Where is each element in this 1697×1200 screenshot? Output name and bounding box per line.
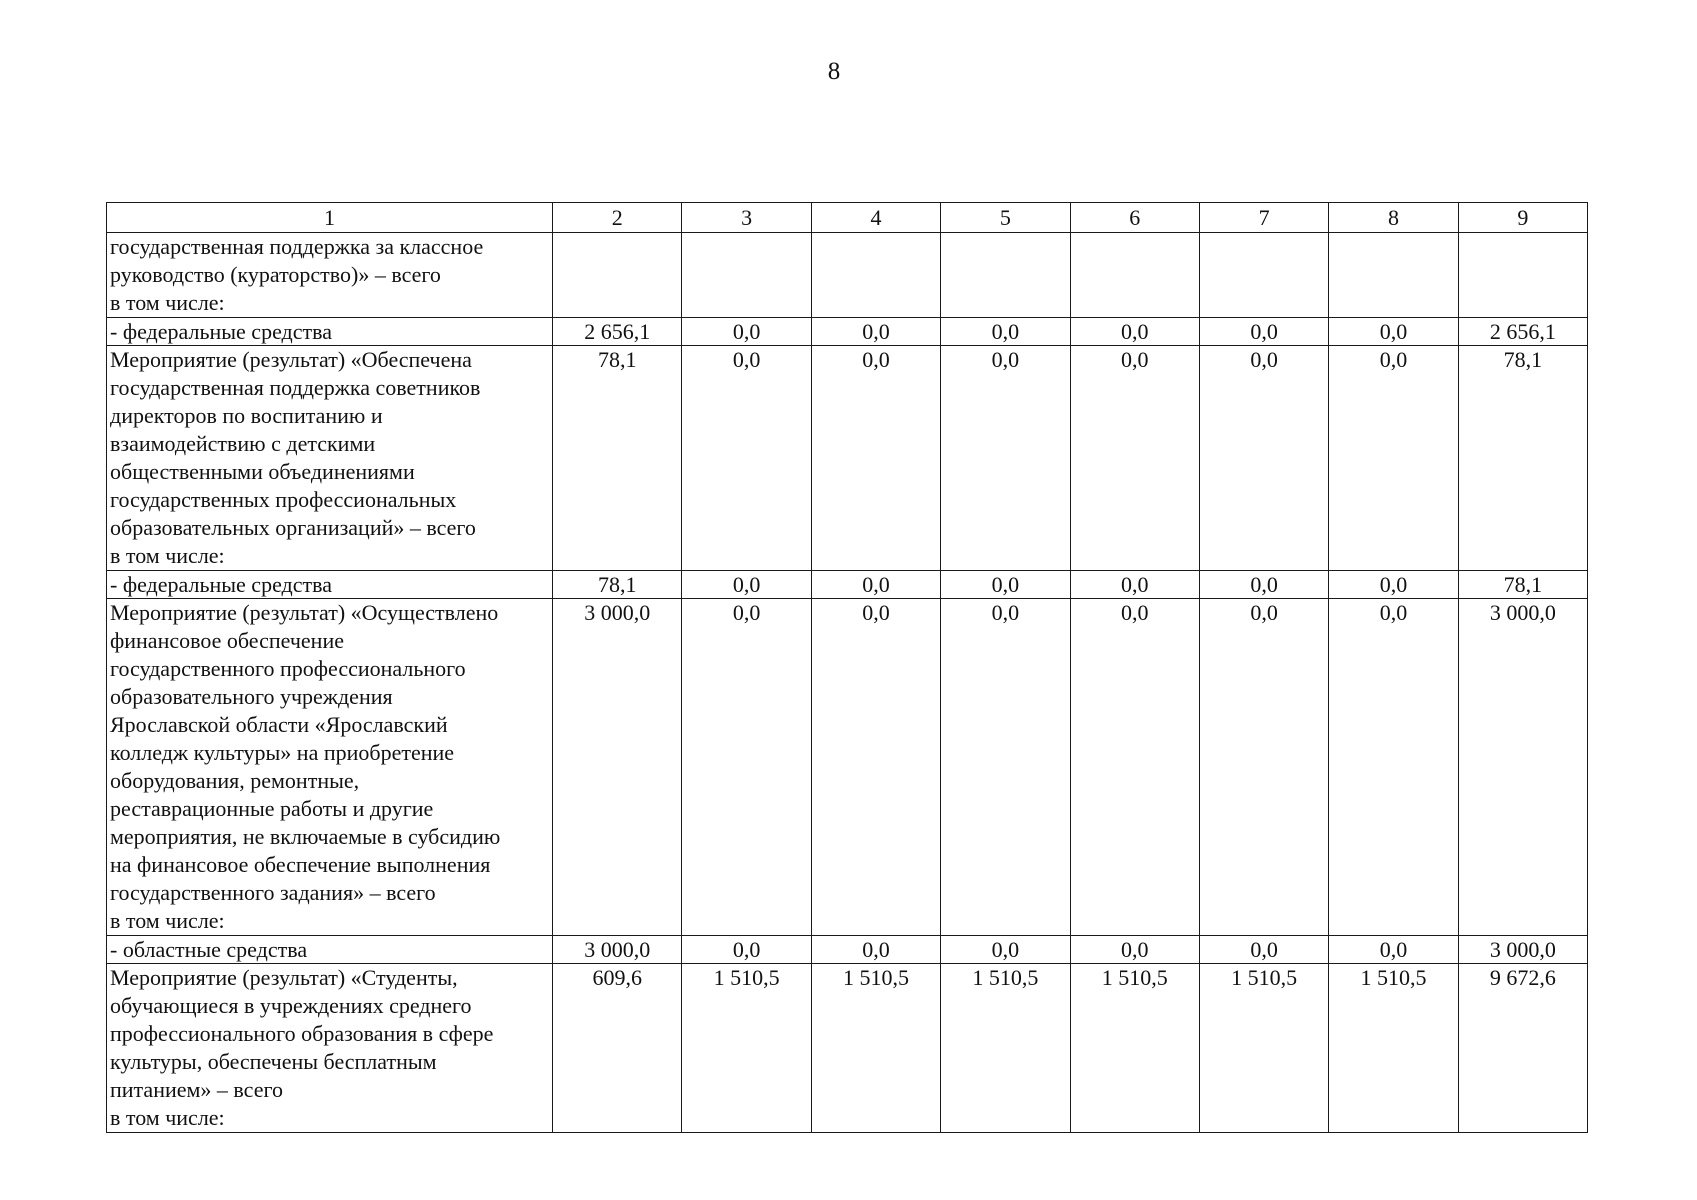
value-cell: 0,0 — [682, 571, 811, 599]
table-row — [107, 233, 1588, 318]
value-cell: 78,1 — [553, 346, 682, 571]
header-col-1: 1 — [107, 203, 553, 233]
value-cell: 2 656,1 — [1458, 318, 1587, 346]
value-cell: 0,0 — [941, 346, 1070, 571]
table-header — [107, 203, 1588, 233]
header-col-5: 5 — [941, 203, 1070, 233]
value-cell: 0,0 — [1329, 936, 1458, 964]
table-row — [107, 964, 1588, 1133]
value-cell: 3 000,0 — [1458, 599, 1587, 936]
table-row — [107, 346, 1588, 571]
value-cell — [682, 233, 811, 318]
value-cell: 0,0 — [1329, 318, 1458, 346]
value-cell: 0,0 — [941, 599, 1070, 936]
value-cell: 0,0 — [811, 936, 940, 964]
header-col-7: 7 — [1199, 203, 1328, 233]
value-cell — [1458, 233, 1587, 318]
value-cell: 0,0 — [1329, 571, 1458, 599]
value-cell: 0,0 — [1329, 599, 1458, 936]
value-cell: 1 510,5 — [811, 964, 940, 1133]
value-cell: 1 510,5 — [941, 964, 1070, 1133]
value-cell: 0,0 — [1070, 346, 1199, 571]
value-cell: 1 510,5 — [1329, 964, 1458, 1133]
table-row — [107, 936, 1588, 964]
value-cell: 3 000,0 — [553, 599, 682, 936]
value-cell: 609,6 — [553, 964, 682, 1133]
value-cell: 78,1 — [1458, 346, 1587, 571]
header-row — [107, 203, 1588, 233]
value-cell: 9 672,6 — [1458, 964, 1587, 1133]
value-cell: 0,0 — [1070, 571, 1199, 599]
page-number: 8 — [827, 58, 841, 85]
value-cell: 0,0 — [1199, 936, 1328, 964]
value-cell — [811, 233, 940, 318]
value-cell: 0,0 — [682, 936, 811, 964]
table-row — [107, 571, 1588, 599]
header-col-9: 9 — [1458, 203, 1587, 233]
value-cell: 0,0 — [682, 318, 811, 346]
table-row — [107, 318, 1588, 346]
value-cell: 3 000,0 — [553, 936, 682, 964]
header-col-4: 4 — [811, 203, 940, 233]
header-col-3: 3 — [682, 203, 811, 233]
budget-table — [106, 202, 1588, 1133]
value-cell: 0,0 — [811, 346, 940, 571]
value-cell: 1 510,5 — [682, 964, 811, 1133]
value-cell — [1070, 233, 1199, 318]
row-label: Мероприятие (результат) «Осуществлено финансовое обеспечение государственного профессионального образовательного учреждения Ярославской области «Ярославский колледж культуры» на приобретение оборудования, ремонтные, реставрационные работы и другие мероприятия, не включаемые в субсидию на финансовое обеспечение выполнения государственного задания» – всего в том числе: — [107, 599, 553, 936]
value-cell: 2 656,1 — [553, 318, 682, 346]
row-label: - федеральные средства — [107, 571, 553, 599]
value-cell: 0,0 — [941, 571, 1070, 599]
value-cell: 0,0 — [1199, 346, 1328, 571]
value-cell: 3 000,0 — [1458, 936, 1587, 964]
value-cell: 0,0 — [1199, 318, 1328, 346]
value-cell: 0,0 — [1070, 936, 1199, 964]
table-body — [107, 233, 1588, 1133]
header-col-8: 8 — [1329, 203, 1458, 233]
value-cell: 1 510,5 — [1199, 964, 1328, 1133]
value-cell: 0,0 — [811, 318, 940, 346]
value-cell: 0,0 — [941, 318, 1070, 346]
value-cell: 0,0 — [941, 936, 1070, 964]
header-col-2: 2 — [553, 203, 682, 233]
value-cell — [1329, 233, 1458, 318]
value-cell: 0,0 — [1070, 318, 1199, 346]
row-label: - областные средства — [107, 936, 553, 964]
row-label: - федеральные средства — [107, 318, 553, 346]
value-cell: 0,0 — [1329, 346, 1458, 571]
value-cell: 0,0 — [1199, 599, 1328, 936]
row-label: Мероприятие (результат) «Студенты, обучающиеся в учреждениях среднего профессионального образования в сфере культуры, обеспечены бесплатным питанием» – всего в том числе: — [107, 964, 553, 1133]
value-cell: 0,0 — [811, 571, 940, 599]
value-cell — [1199, 233, 1328, 318]
value-cell: 1 510,5 — [1070, 964, 1199, 1133]
value-cell — [941, 233, 1070, 318]
row-label: государственная поддержка за классное руководство (кураторство)» – всего в том числе: — [107, 233, 553, 318]
value-cell: 78,1 — [1458, 571, 1587, 599]
value-cell: 0,0 — [1070, 599, 1199, 936]
value-cell: 0,0 — [1199, 571, 1328, 599]
value-cell — [553, 233, 682, 318]
table-row — [107, 599, 1588, 936]
value-cell: 0,0 — [682, 346, 811, 571]
value-cell: 0,0 — [682, 599, 811, 936]
row-label: Мероприятие (результат) «Обеспечена государственная поддержка советников директоров по воспитанию и взаимодействию с детскими общественными объединениями государственных профессиональных образовательных организаций» – всего в том числе: — [107, 346, 553, 571]
header-col-6: 6 — [1070, 203, 1199, 233]
value-cell: 78,1 — [553, 571, 682, 599]
value-cell: 0,0 — [811, 599, 940, 936]
